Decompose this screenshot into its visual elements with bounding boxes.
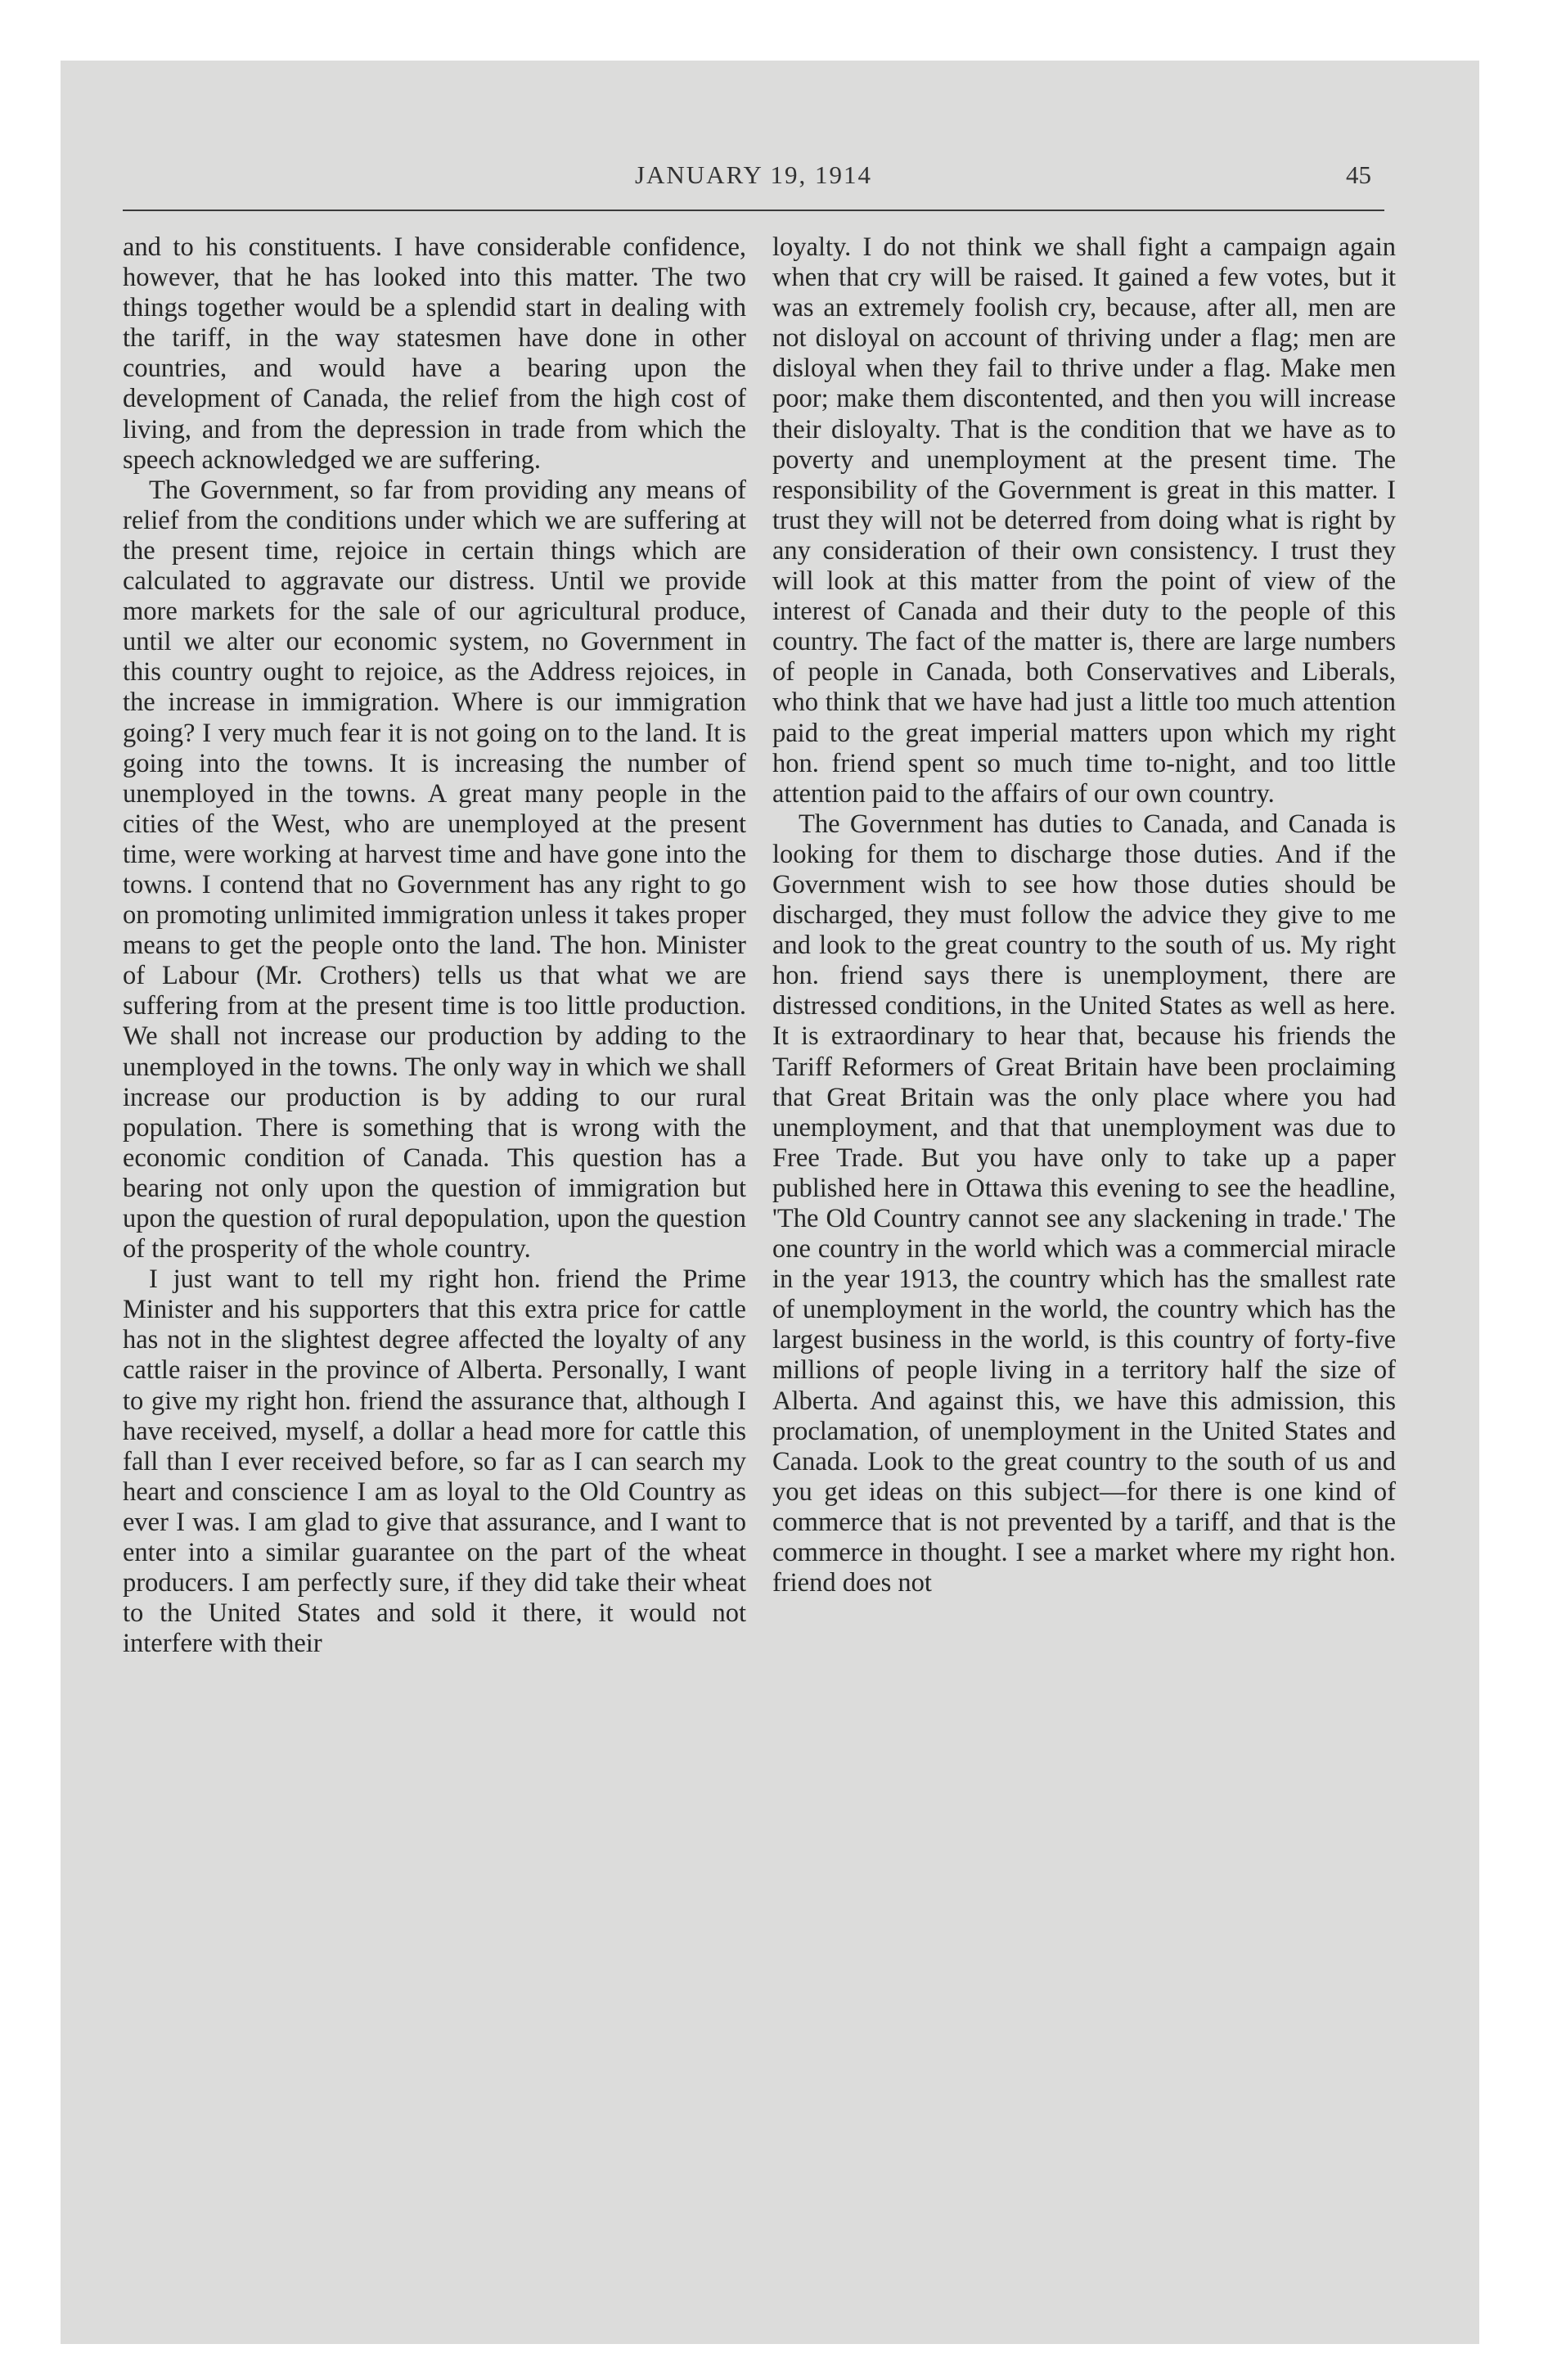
left-column <box>123 232 746 1659</box>
running-header <box>123 160 1384 201</box>
right-paragraph-1: loyalty. I do not think we shall fight a campaign again when that cry will be raised. It gained a few votes, but it was an extremely foolish cry, because, after all, men are not disloyal on account of thriving under a flag; men are disloyal when they fail to thrive under a flag. Make men poor; make them discontented, and then you will increase their disloyalty. That is the condition that we have as to poverty and unemployment at the present time. The responsibility of the Government is great in this matter. I trust they will not be deterred from doing what is right by any consideration of their own consistency. I trust they will look at this matter from the point of view of the interest of Canada and their duty to the people of this country. The fact of the matter is, there are large numbers of people in Canada, both Conservatives and Liberals, who think that we have had just a little too much attention paid to the great imperial matters upon which my right hon. friend spent so much time to-night, and too little attention paid to the affairs of our own country. <box>772 232 1396 809</box>
left-paragraph-1: and to his constituents. I have considerable confidence, however, that he has looked into this matter. The two things together would be a splendid start in dealing with the tariff, in the way statesmen have done in other countries, and would have a bearing upon the development of Canada, the relief from the high cost of living, and from the depression in trade from which the speech acknowledged we are suffering. <box>123 232 746 475</box>
header-rule <box>123 210 1384 211</box>
right-column <box>772 232 1396 1598</box>
page-number: 45 <box>1346 160 1371 189</box>
left-paragraph-2: The Government, so far from providing any means of relief from the conditions under which we are suffering at the present time, rejoice in certain things which are calculated to aggravate our distress. Until we provide more markets for the sale of our agricultural produce, until we alter our economic system, no Government in this country ought to rejoice, as the Address rejoices, in the increase in immigration. Where is our immigration going? I very much fear it is not going on to the land. It is going into the towns. It is increasing the number of unemployed in the towns. A great many people in the cities of the West, who are unemployed at the present time, were working at harvest time and have gone into the towns. I contend that no Government has any right to go on promoting unlimited immigration unless it takes proper means to get the people onto the land. The hon. Minister of Labour (Mr. Crothers) tells us that what we are suffering from at the present time is too little production. We shall not increase our production by adding to the unemployed in the towns. The only way in which we shall increase our production is by adding to our rural population. There is something that is wrong with the economic condition of Canada. This question has a bearing not only upon the question of immigration but upon the question of rural depopulation, upon the question of the prosperity of the whole country. <box>123 475 746 1264</box>
right-paragraph-2: The Government has duties to Canada, and Canada is looking for them to discharge those duties. And if the Government wish to see how those duties should be discharged, they must follow the advice they give to me and look to the great country to the south of us. My right hon. friend says there is unemployment, there are distressed conditions, in the United States as well as here. It is extraordinary to hear that, because his friends the Tariff Reformers of Great Britain have been proclaiming that Great Britain was the only place where you had unemployment, and that that unemployment was due to Free Trade. But you have only to take up a paper published here in Ottawa this evening to see the headline, 'The Old Country cannot see any slackening in trade.' The one country in the world which was a commercial miracle in the year 1913, the country which has the smallest rate of unemployment in the world, the country which has the largest business in the world, is this country of forty-five millions of people living in a territory half the size of Alberta. And against this, we have this admission, this proclamation, of unemployment in the United States and Canada. Look to the great country to the south of us and you get ideas on this subject—for there is one kind of commerce that is not prevented by a tariff, and that is the commerce in thought. I see a market where my right hon. friend does not <box>772 809 1396 1598</box>
header-date: JANUARY 19, 1914 <box>634 160 873 189</box>
left-paragraph-3: I just want to tell my right hon. friend the Prime Minister and his supporters that this extra price for cattle has not in the slightest degree affected the loyalty of any cattle raiser in the province of Alberta. Personally, I want to give my right hon. friend the assurance that, although I have received, myself, a dollar a head more for cattle this fall than I ever received before, so far as I can search my heart and conscience I am as loyal to the Old Country as ever I was. I am glad to give that assurance, and I want to enter into a similar guarantee on the part of the wheat producers. I am perfectly sure, if they did take their wheat to the United States and sold it there, it would not interfere with their <box>123 1264 746 1659</box>
